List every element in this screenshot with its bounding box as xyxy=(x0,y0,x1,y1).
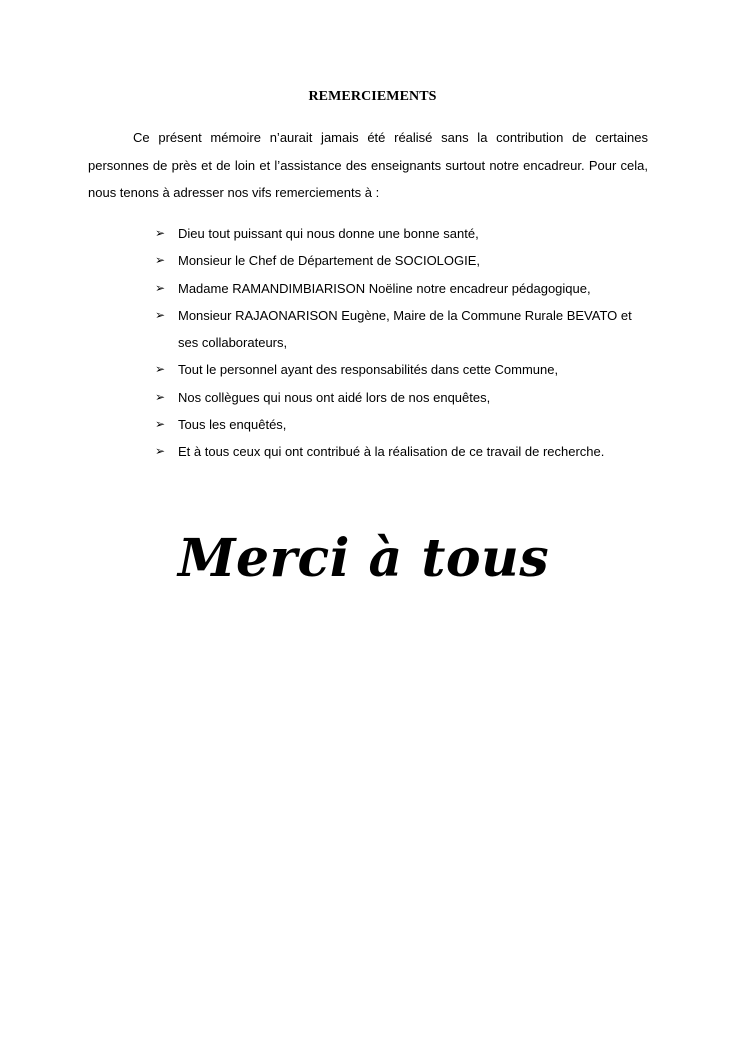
list-item xyxy=(155,247,650,274)
arrowhead-bullet-icon: ➢ xyxy=(155,444,166,459)
page-title: REMERCIEMENTS xyxy=(308,89,437,104)
acknowledgement-list xyxy=(155,220,650,466)
arrowhead-bullet-icon: ➢ xyxy=(155,307,166,322)
list-item-text: Madame RAMANDIMBIARISON Noëline notre encadreur pédagogique, xyxy=(178,280,591,296)
arrowhead-bullet-icon: ➢ xyxy=(155,362,166,377)
list-item-text: Tout le personnel ayant des responsabilités dans cette Commune, xyxy=(178,362,559,378)
arrowhead-bullet-icon: ➢ xyxy=(155,417,166,432)
list-item-text: Tous les enquêtés, xyxy=(178,417,287,433)
list-item xyxy=(155,302,650,357)
list-item-text: Monsieur le Chef de Département de SOCIOLOGIE, xyxy=(178,253,481,269)
list-item xyxy=(155,275,650,302)
arrowhead-bullet-icon: ➢ xyxy=(155,280,166,295)
list-item-text: Nos collègues qui nous ont aidé lors de nos enquêtes, xyxy=(178,389,491,405)
list-item xyxy=(155,220,650,247)
list-item xyxy=(155,384,650,411)
arrowhead-bullet-icon: ➢ xyxy=(155,226,166,240)
arrowhead-bullet-icon: ➢ xyxy=(155,253,166,268)
list-item xyxy=(155,411,650,438)
list-item-text: Et à tous ceux qui ont contribué à la réalisation de ce travail de recherche. xyxy=(178,444,605,460)
list-item xyxy=(155,356,650,383)
closing-signature: Merci à tous xyxy=(178,528,550,589)
list-item-text: Monsieur RAJAONARISON Eugène, Maire de la Commune Rurale BEVATO et ses collaborateurs, xyxy=(178,307,632,351)
list-item xyxy=(155,438,650,465)
intro-paragraph: Ce présent mémoire n’aurait jamais été réalisé sans la contribution de certaines personnes de près et de loin et l’assistance des enseignants surtout notre encadreur. Pour cela, nous tenons à adresser nos vifs remerciements à : xyxy=(88,130,648,200)
arrowhead-bullet-icon: ➢ xyxy=(155,389,166,404)
list-item-text: Dieu tout puissant qui nous donne une bonne santé, xyxy=(178,226,479,241)
